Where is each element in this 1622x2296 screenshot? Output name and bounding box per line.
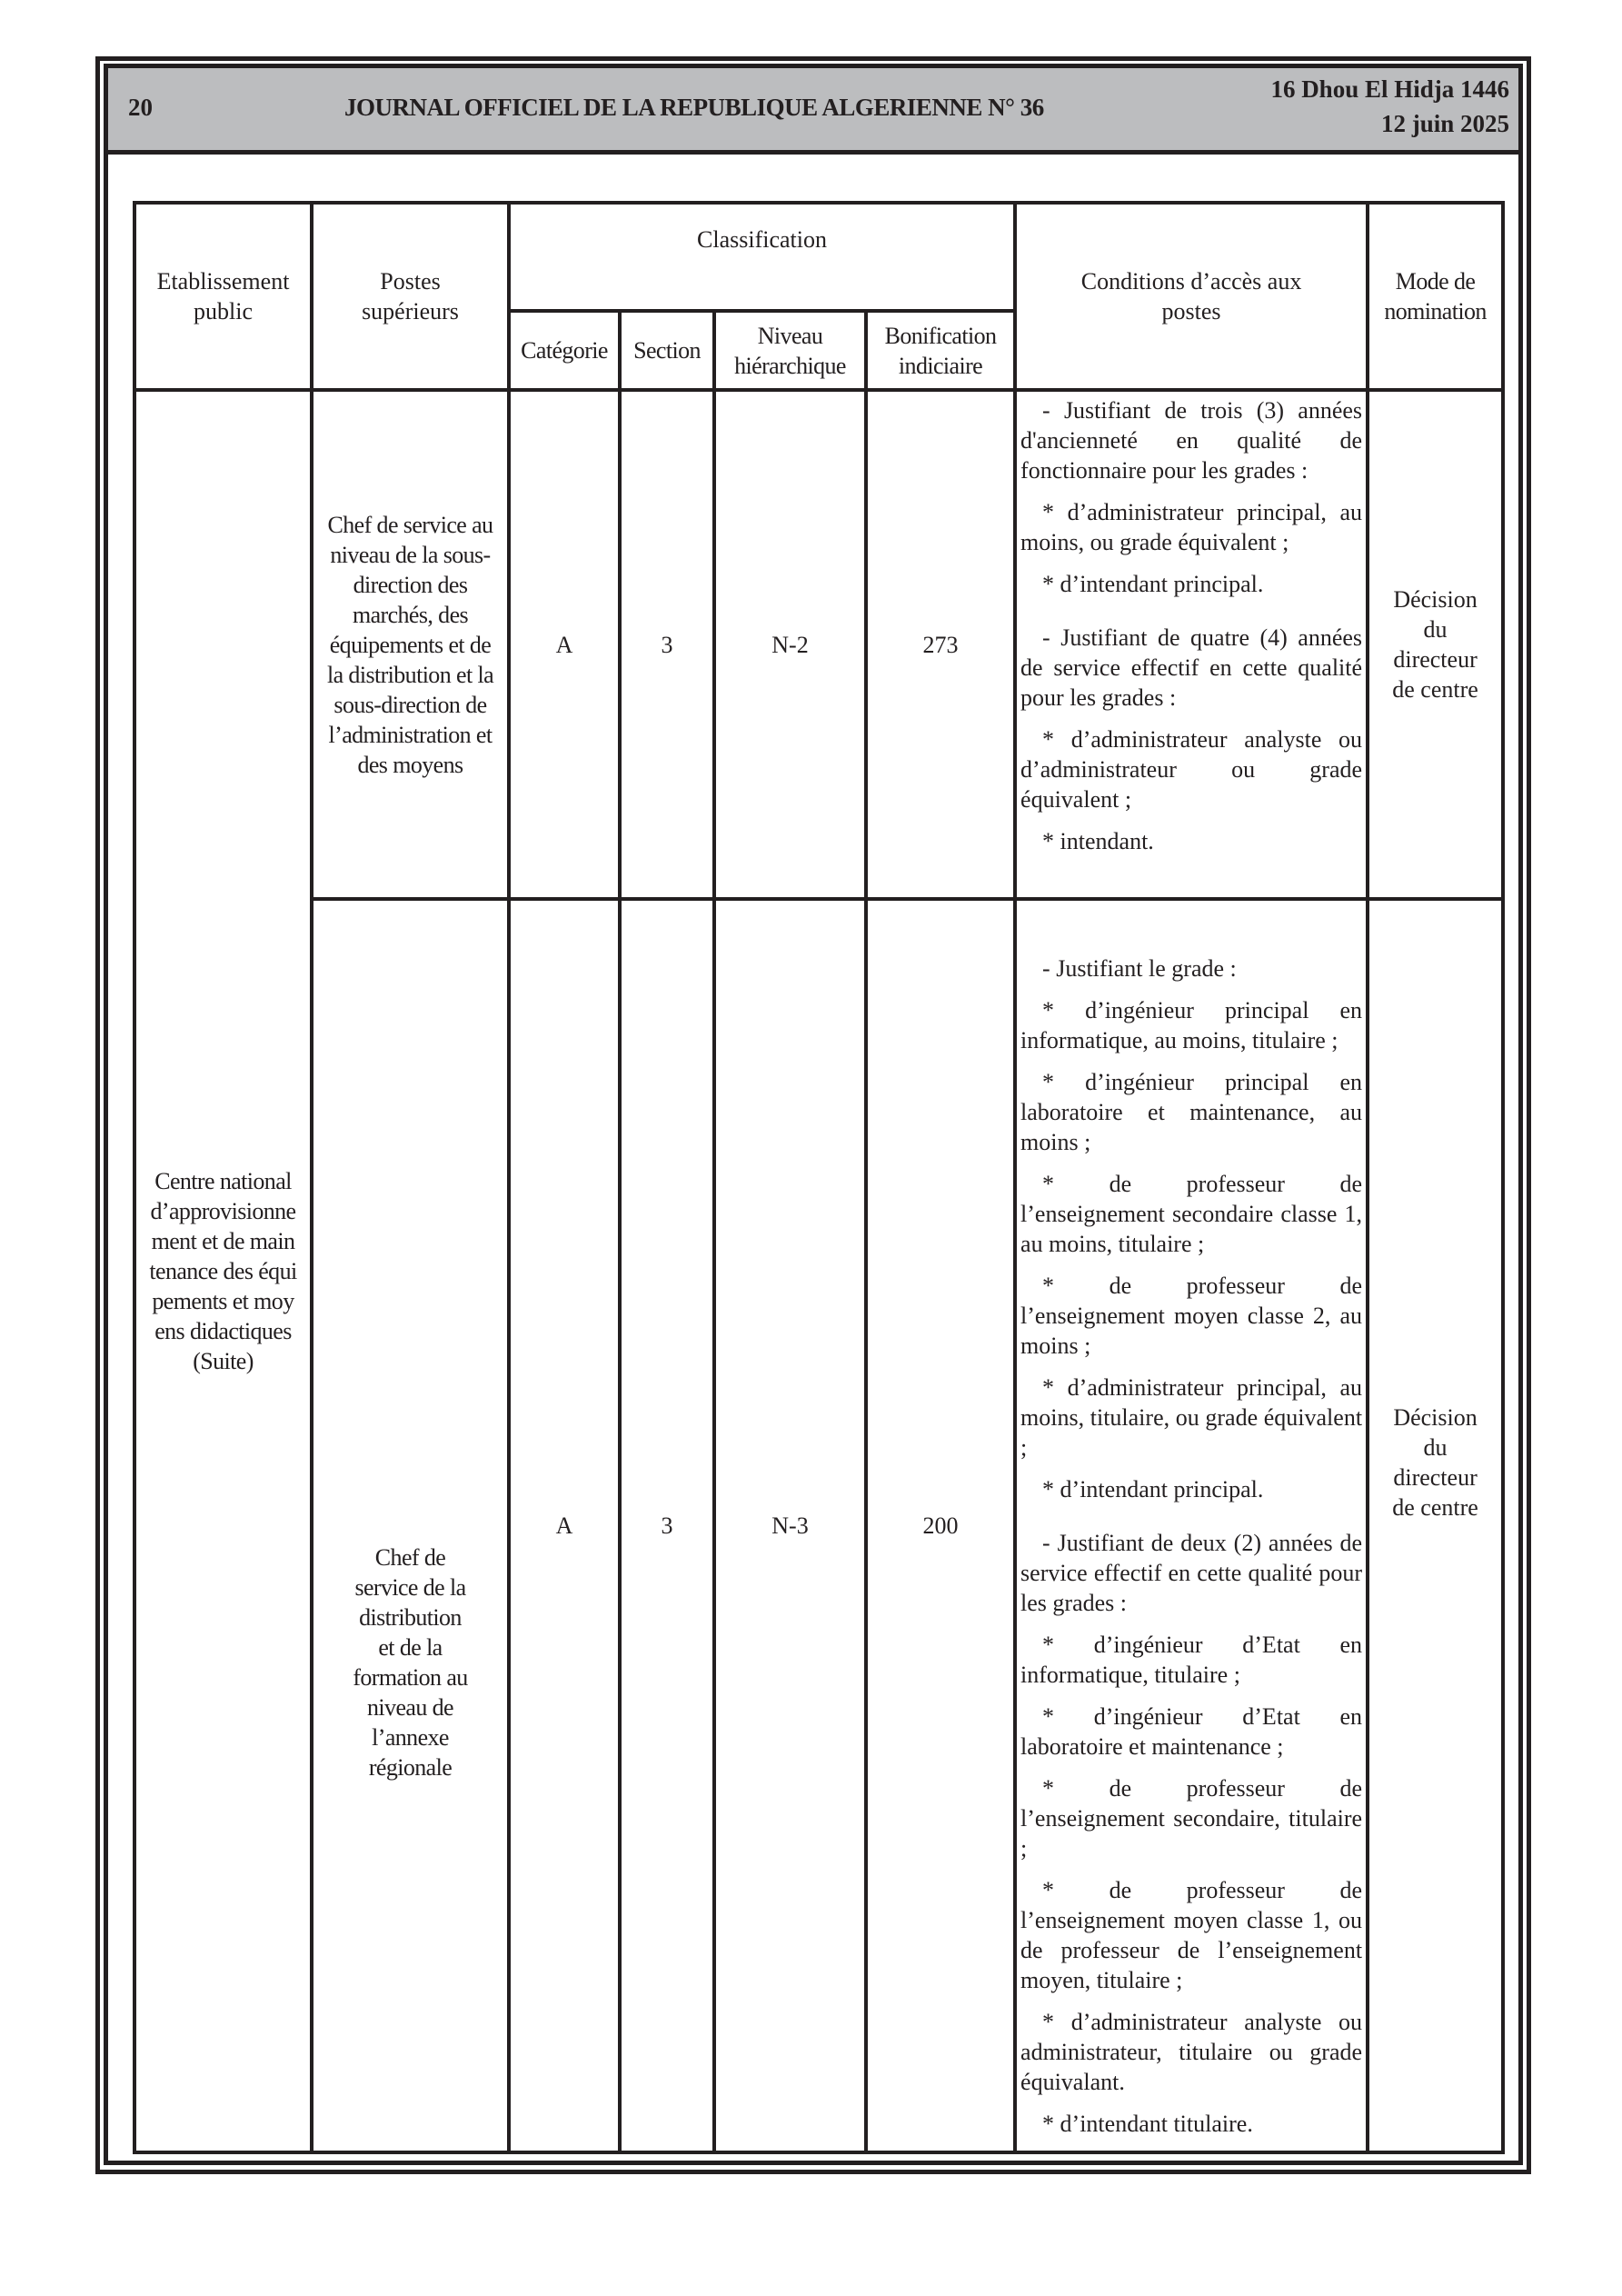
poste-cell: Chef de service au niveau de la sous-direction des marchés, des équipements et de la distribution et la sous-direction de l’administration et des moyens: [312, 390, 509, 899]
condition-line: * d’ingénieur principal en laboratoire et maintenance, au moins ;: [1020, 1069, 1363, 1155]
condition-line: * de professeur de l’enseignement moyen classe 1, ou de professeur de l’enseignement moyen, titulaire ;: [1020, 1877, 1363, 1993]
condition-line: * de professeur de l’enseignement moyen classe 2, au moins ;: [1020, 1273, 1363, 1359]
section-cell: 3: [620, 390, 714, 899]
positions-table: [133, 201, 1505, 2154]
conditions-cell: [1015, 390, 1368, 899]
issue-date: [1270, 72, 1509, 141]
mode-cell: Décision du directeur de centre: [1368, 899, 1503, 2152]
condition-line: - Justifiant de deux (2) années de service effectif en cette qualité pour les grades :: [1020, 1530, 1363, 1616]
page-number: 20: [128, 94, 153, 121]
table-row: [134, 390, 1503, 899]
header-postes: Postes supérieurs: [312, 203, 509, 390]
condition-line: * d’intendant principal.: [1042, 571, 1264, 597]
condition-line: - Justifiant de trois (3) années d'ancienneté en qualité de fonctionnaire pour les grades :: [1020, 397, 1363, 484]
niveau-cell: N-2: [714, 390, 866, 899]
condition-line: * d’ingénieur d’Etat en informatique, titulaire ;: [1020, 1632, 1363, 1688]
date-gregorian: 12 juin 2025: [1380, 110, 1509, 137]
header-section: Section: [620, 311, 714, 390]
header-conditions: Conditions d’accès aux postes: [1015, 203, 1368, 390]
bonification-cell: 273: [866, 390, 1015, 899]
section-cell: 3: [620, 899, 714, 2152]
header-categorie: Catégorie: [509, 311, 620, 390]
header-mode: Mode de nomination: [1368, 203, 1503, 390]
header-niveau: Niveau hiérarchique: [714, 311, 866, 390]
condition-line: * de professeur de l’enseignement secondaire classe 1, au moins, titulaire ;: [1020, 1171, 1363, 1257]
niveau-cell: N-3: [714, 899, 866, 2152]
header-classification: Classification: [509, 203, 1015, 311]
condition-line: - Justifiant le grade :: [1042, 955, 1237, 982]
condition-line: * d’administrateur analyste ou administrateur, titulaire ou grade équivalant.: [1020, 2009, 1363, 2095]
journal-title: JOURNAL OFFICIEL DE LA REPUBLIQUE ALGERIENNE N° 36: [344, 94, 1044, 121]
condition-line: * d’intendant titulaire.: [1042, 2111, 1253, 2137]
condition-line: * d’ingénieur principal en informatique, au moins, titulaire ;: [1020, 997, 1363, 1053]
condition-line: - Justifiant de quatre (4) années de service effectif en cette qualité pour les grades :: [1020, 624, 1363, 711]
condition-line: * intendant.: [1042, 828, 1154, 854]
condition-line: * d’administrateur principal, au moins, ou grade équivalent ;: [1020, 499, 1363, 555]
journal-header: [108, 68, 1518, 155]
categorie-cell: A: [509, 899, 620, 2152]
header-etablissement: Etablissement public: [134, 203, 312, 390]
mode-cell: Décision du directeur de centre: [1368, 390, 1503, 899]
conditions-cell: [1015, 899, 1368, 2152]
bonification-cell: 200: [866, 899, 1015, 2152]
table-row: [134, 899, 1503, 2152]
header-bonification: Bonification indiciaire: [866, 311, 1015, 390]
condition-line: * d’administrateur analyste ou d’administrateur ou grade équivalent ;: [1020, 726, 1363, 813]
condition-line: * d’intendant principal.: [1042, 1476, 1264, 1502]
condition-line: * d’administrateur principal, au moins, titulaire, ou grade équivalent ;: [1020, 1374, 1363, 1461]
date-hijri: 16 Dhou El Hidja 1446: [1270, 75, 1509, 103]
poste-cell: Chef de service de la distribution et de la formation au niveau de l’annexe régionale: [312, 899, 509, 2152]
etablissement-cell: Centre national d’approvisionnement et de maintenance des équipements et moyens didactiques (Suite): [134, 390, 312, 2152]
categorie-cell: A: [509, 390, 620, 899]
condition-line: * de professeur de l’enseignement secondaire, titulaire ;: [1020, 1775, 1363, 1862]
condition-line: * d’ingénieur d’Etat en laboratoire et maintenance ;: [1020, 1703, 1363, 1760]
